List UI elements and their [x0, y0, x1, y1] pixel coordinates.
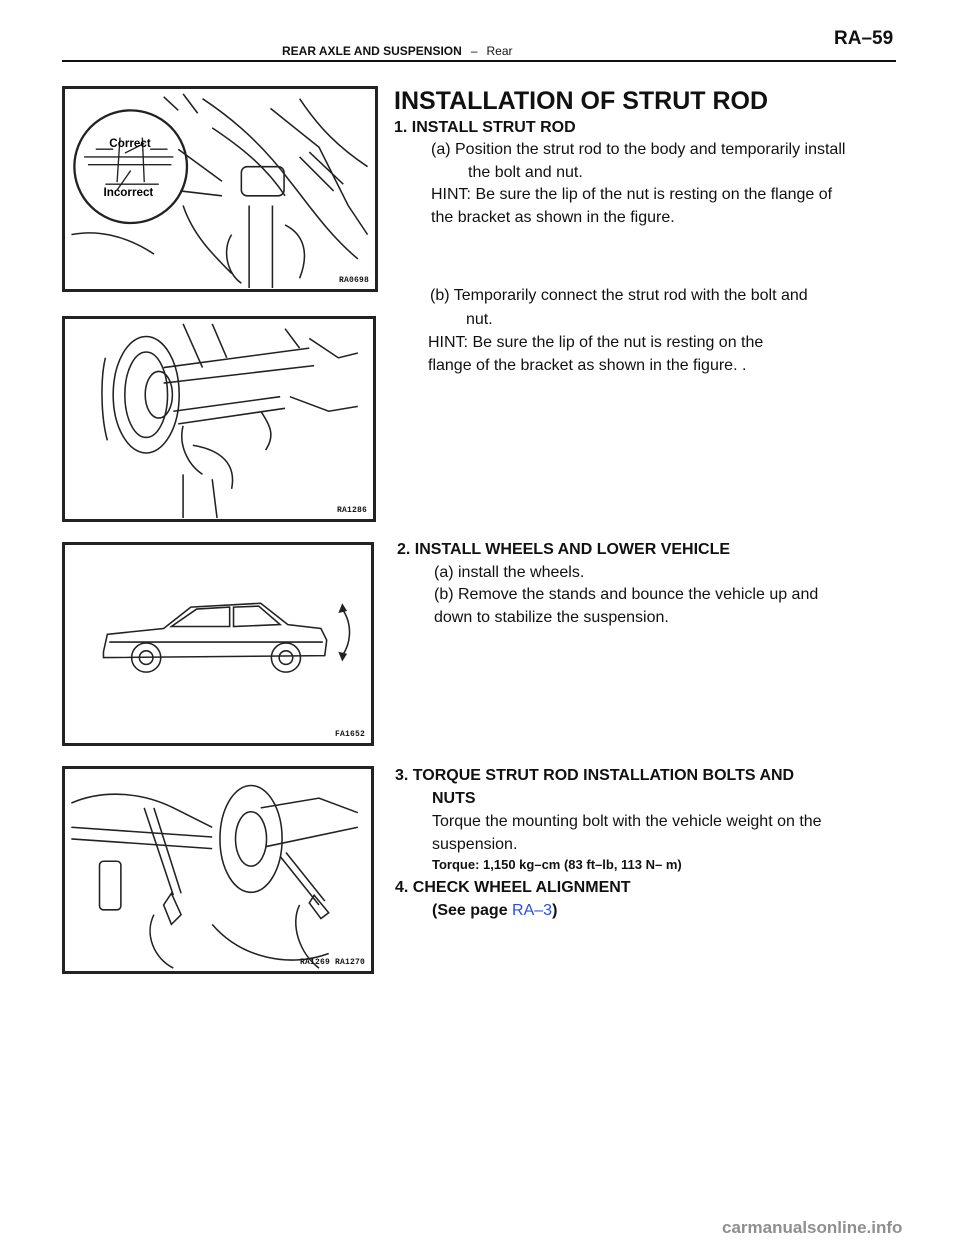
- step1-hint2-line2: flange of the bracket as shown in the figure. .: [428, 357, 747, 374]
- step3-body-line2: suspension.: [432, 836, 518, 853]
- step1-hint2-line1: HINT: Be sure the lip of the nut is resting on the: [428, 334, 764, 351]
- figure-code: RA1269 RA1270: [299, 958, 365, 967]
- step4-see-page: [432, 899, 557, 923]
- figure-torque-strut-rod: [62, 766, 374, 974]
- header-rule: [62, 60, 896, 62]
- figure-strut-rod-nut-lip-drawing: [65, 89, 375, 289]
- figure-code: RA1286: [336, 506, 367, 515]
- label-incorrect: Incorrect: [103, 185, 154, 199]
- page-number: RA–59: [834, 28, 894, 49]
- see-page-prefix: (See page: [432, 902, 513, 919]
- step1-b-line1: (b) Temporarily connect the strut rod with the bolt and: [430, 287, 808, 304]
- step1-a-line2: the bolt and nut.: [468, 164, 583, 181]
- step1-a-line1: (a) Position the strut rod to the body and temporarily install: [431, 141, 846, 158]
- figure-torque-strut-rod-drawing: [65, 769, 371, 971]
- figure-vehicle-bounce-drawing: [65, 545, 371, 743]
- step1-heading: 1. INSTALL STRUT ROD: [394, 119, 576, 136]
- step2-a: (a) install the wheels.: [434, 564, 585, 581]
- header-subsection: Rear: [486, 44, 513, 58]
- page-header: [0, 0, 960, 64]
- figure-vehicle-bounce: [62, 542, 374, 746]
- step2-b-line1: (b) Remove the stands and bounce the vehicle up and: [434, 586, 819, 603]
- header-title: [282, 44, 513, 58]
- link-ra-3[interactable]: RA–3: [512, 902, 553, 919]
- step3-heading-line2: NUTS: [432, 790, 476, 807]
- step4-heading: 4. CHECK WHEEL ALIGNMENT: [395, 879, 631, 896]
- step2-b-line2: down to stabilize the suspension.: [434, 609, 669, 626]
- figure-strut-rod-nut-lip: [62, 86, 378, 292]
- section-title: INSTALLATION OF STRUT ROD: [394, 87, 769, 115]
- figure-code: FA1652: [334, 730, 365, 739]
- see-page-suffix: ): [552, 902, 558, 919]
- torque-spec: Torque: 1,150 kg–cm (83 ft–lb, 113 N– m): [432, 857, 682, 872]
- step3-body-line1: Torque the mounting bolt with the vehicle weight on the: [432, 813, 822, 830]
- step1-hint1-line1: HINT: Be sure the lip of the nut is resting on the flange of: [431, 186, 833, 203]
- header-section: REAR AXLE AND SUSPENSION: [282, 44, 462, 58]
- label-correct: Correct: [109, 137, 151, 151]
- step1-hint1-line2: the bracket as shown in the figure.: [431, 209, 675, 226]
- watermark: carmanualsonline.info: [722, 1218, 903, 1237]
- step1-b-line2: nut.: [466, 311, 493, 328]
- figure-strut-rod-bolt-drawing: [65, 319, 373, 519]
- header-separator: –: [470, 44, 478, 58]
- figure-code: RA0698: [338, 276, 369, 285]
- figure-strut-rod-bolt: [62, 316, 376, 522]
- step2-heading: 2. INSTALL WHEELS AND LOWER VEHICLE: [397, 541, 731, 558]
- step3-heading-line1: 3. TORQUE STRUT ROD INSTALLATION BOLTS AND: [395, 767, 795, 784]
